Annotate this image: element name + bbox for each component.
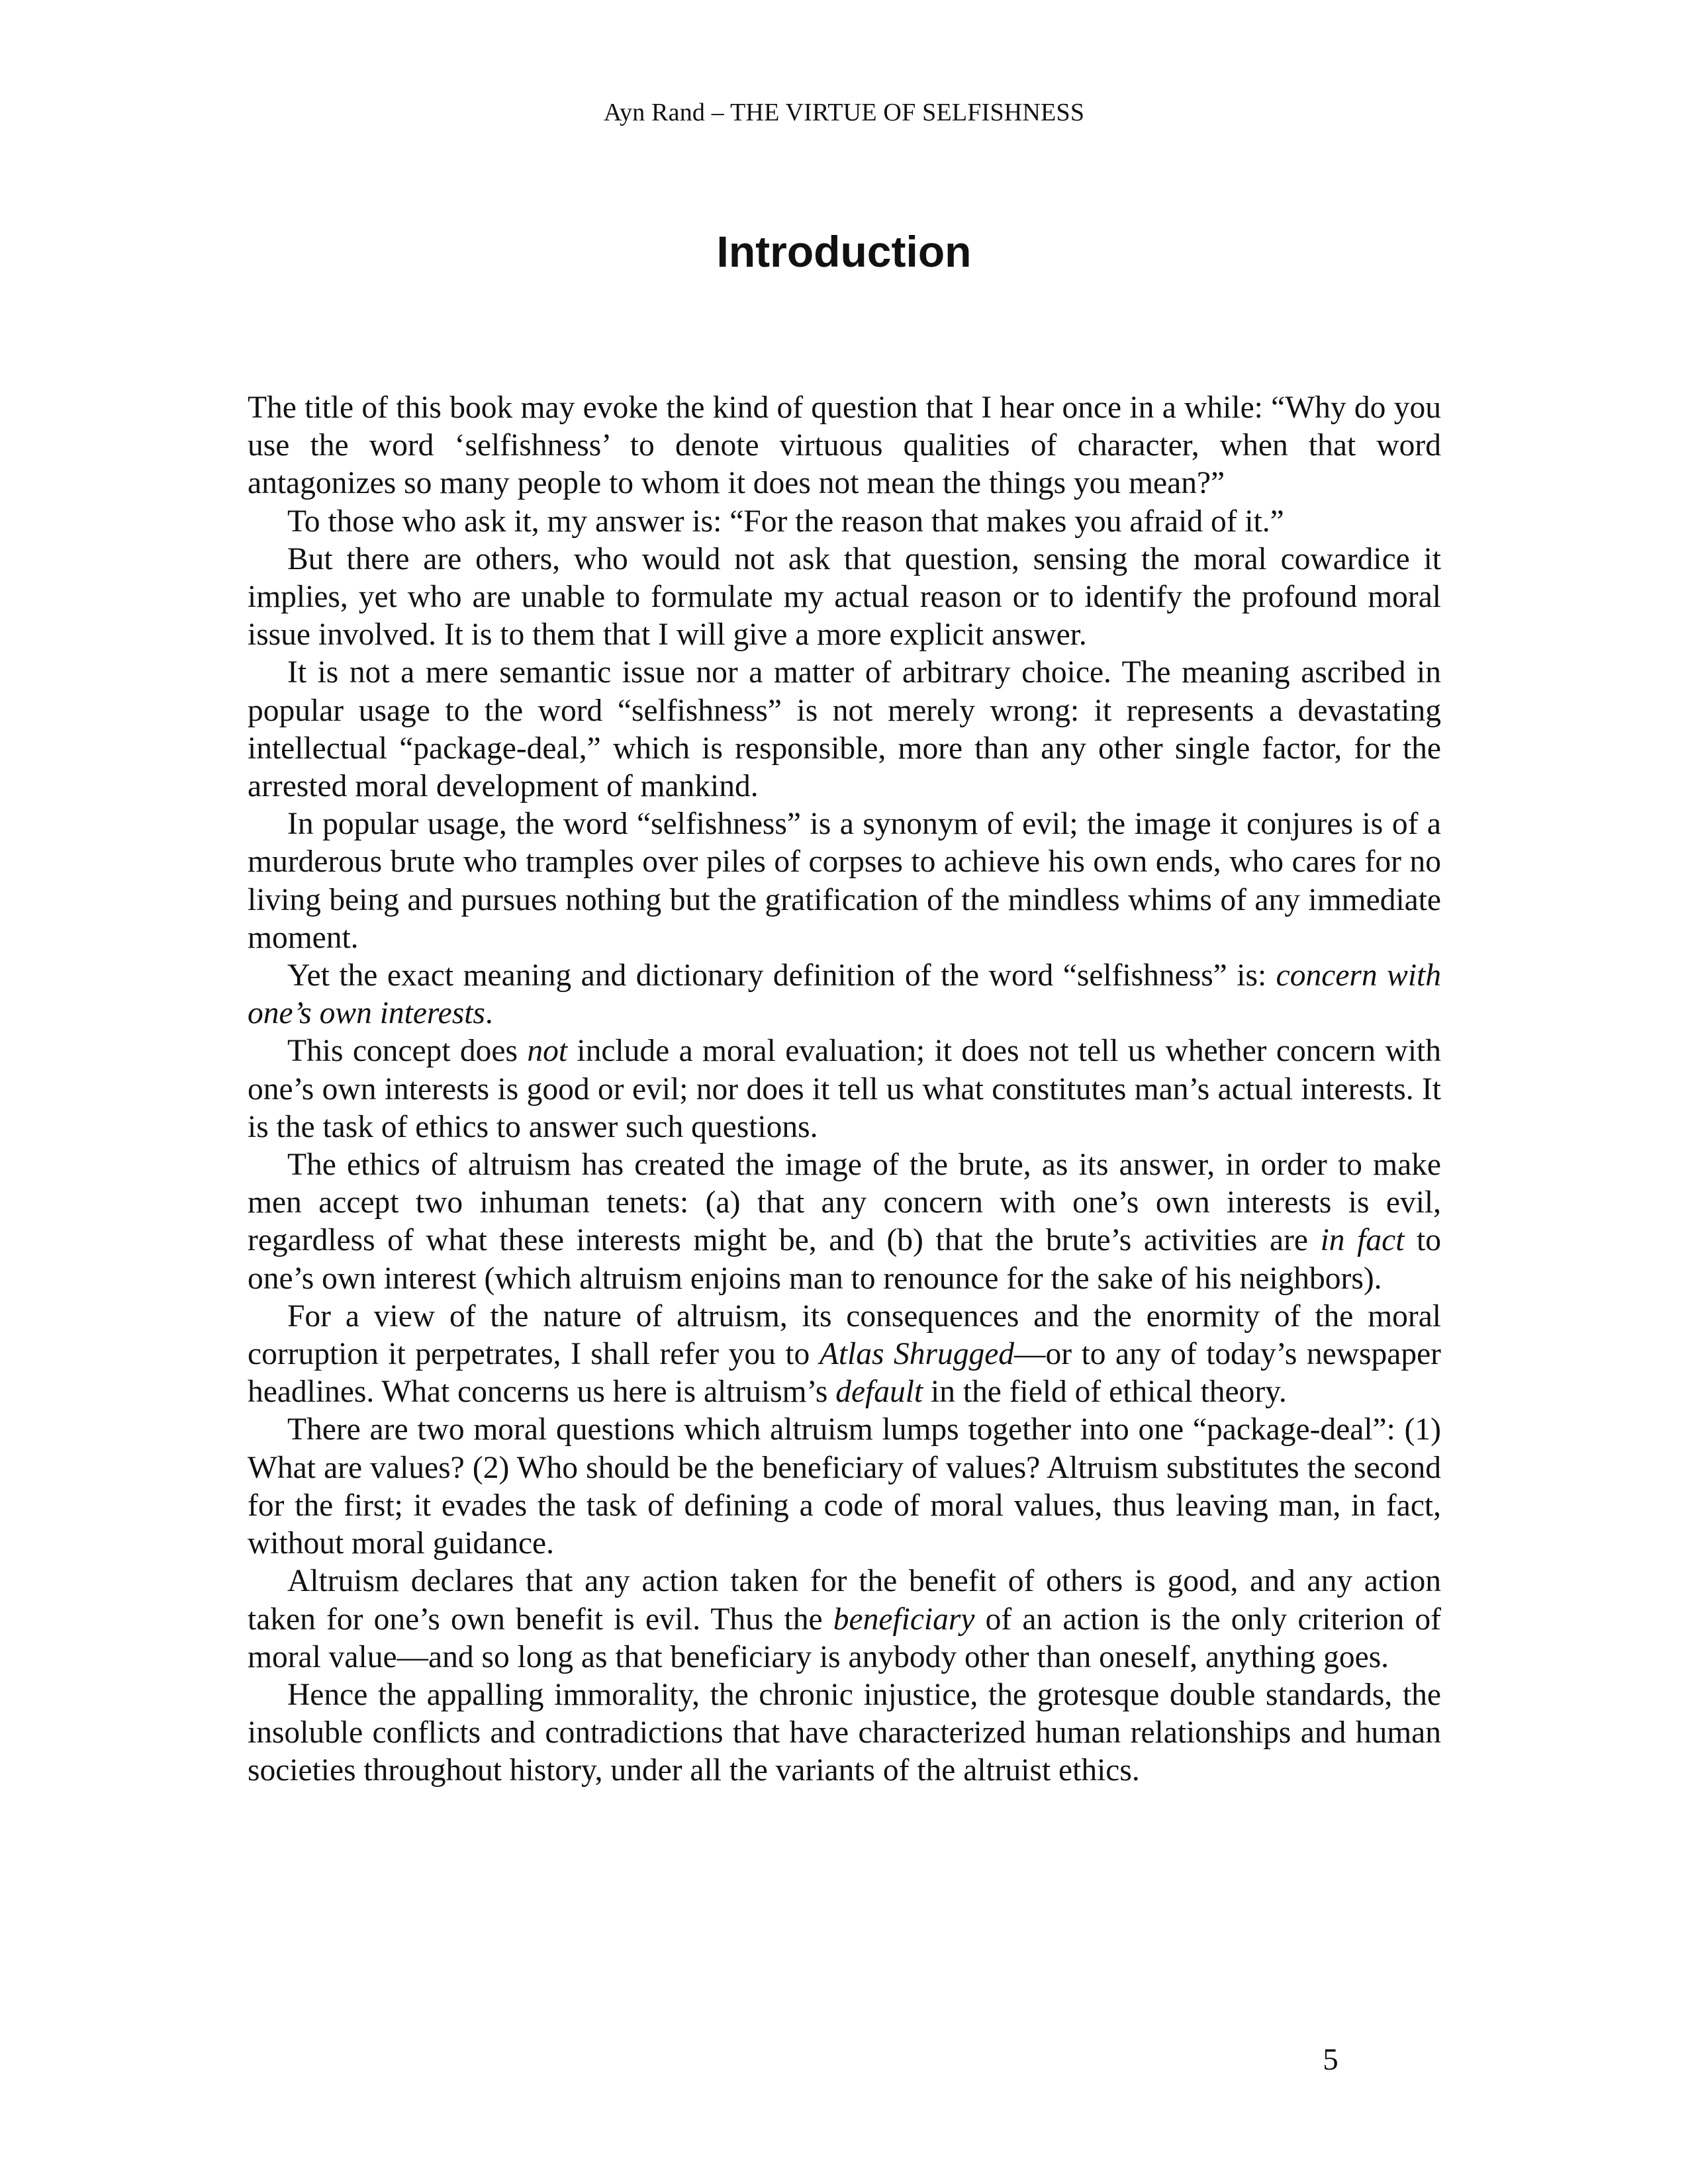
emphasis-text: concern with one’s own interests: [248, 958, 1441, 1031]
paragraph-1: The title of this book may evoke the kind of question that I hear once in a while: “Why do you use the word ‘selfishness’ to denote virtuous qualities of character, when that word antagonizes so many people to whom it does not mean the things you mean?”: [248, 390, 1441, 501]
paragraph-5: In popular usage, the word “selfishness” is a synonym of evil; the image it conjures is of a murderous brute who tramples over piles of corpses to achieve his own ends, who cares for no living being and pursues nothing but the gratification of the mindless whims of any immediate moment.: [248, 807, 1441, 955]
body-text: [248, 389, 1441, 1790]
emphasis-text: default: [835, 1375, 923, 1410]
chapter-title: Introduction: [716, 227, 972, 276]
paragraph-11: Altruism declares that any action taken for the benefit of others is good, and any action taken for one’s own benefit is evil. Thus the beneficiary of an action is the only criterion of moral value—and so long as that beneficiary is anybody other than oneself, anything goes.: [248, 1564, 1441, 1674]
emphasis-text: beneficiary: [833, 1602, 975, 1637]
emphasis-text: in fact: [1320, 1223, 1405, 1258]
paragraph-8: The ethics of altruism has created the image of the brute, as its answer, in order to make men accept two inhuman tenets: (a) that any concern with one’s own interests is evil, regardless of what these interests might be, and (b) that the brute’s activities are in fact to one’s own interest (which altruism enjoins man to renounce for the sake of his neighbors).: [248, 1148, 1441, 1296]
emphasis-text: not: [527, 1034, 568, 1069]
paragraph-12: Hence the appalling immorality, the chronic injustice, the grotesque double standards, the insoluble conflicts and contradictions that have characterized human relationships and human societies throughout history, under all the variants of the altruist ethics.: [248, 1677, 1441, 1788]
paragraph-3: But there are others, who would not ask that question, sensing the moral cowardice it implies, yet who are unable to formulate my actual reason or to identify the profound moral issue involved. It is to them that I will give a more explicit answer.: [248, 541, 1441, 653]
paragraph-9: For a view of the nature of altruism, its consequences and the enormity of the moral corruption it perpetrates, I shall refer you to Atlas Shrugged—or to any of today’s newspaper headlines. What concerns us here is altruism’s default in the field of ethical theory.: [248, 1298, 1442, 1410]
paragraph-2: To those who ask it, my answer is: “For the reason that makes you afraid of it.”: [287, 504, 1284, 539]
paragraph-7: This concept does not include a moral evaluation; it does not tell us whether concern with one’s own interests is good or evil; nor does it tell us what constitutes man’s actual interests. It is the task of ethics to answer such questions.: [248, 1034, 1441, 1144]
running-header: Ayn Rand – THE VIRTUE OF SELFISHNESS: [603, 99, 1085, 126]
page-number: 5: [1323, 2042, 1338, 2077]
paragraph-4: It is not a mere semantic issue nor a matter of arbitrary choice. The meaning ascribed in popular usage to the word “selfishness” is not merely wrong: it represents a devastating intellectual “package-deal,” which is responsible, more than any other single factor, for the arrested moral development of mankind.: [248, 655, 1441, 804]
book-title-reference: Atlas Shrugged: [819, 1337, 1015, 1372]
paragraph-6: Yet the exact meaning and dictionary definition of the word “selfishness” is: concern with one’s own interests.: [248, 958, 1441, 1031]
paragraph-10: There are two moral questions which altruism lumps together into one “package-deal”: (1) What are values? (2) Who should be the beneficiary of values? Altruism substitutes the second for the first; it evades the task of defining a code of moral values, thus leaving man, in fact, without moral guidance.: [248, 1412, 1441, 1561]
